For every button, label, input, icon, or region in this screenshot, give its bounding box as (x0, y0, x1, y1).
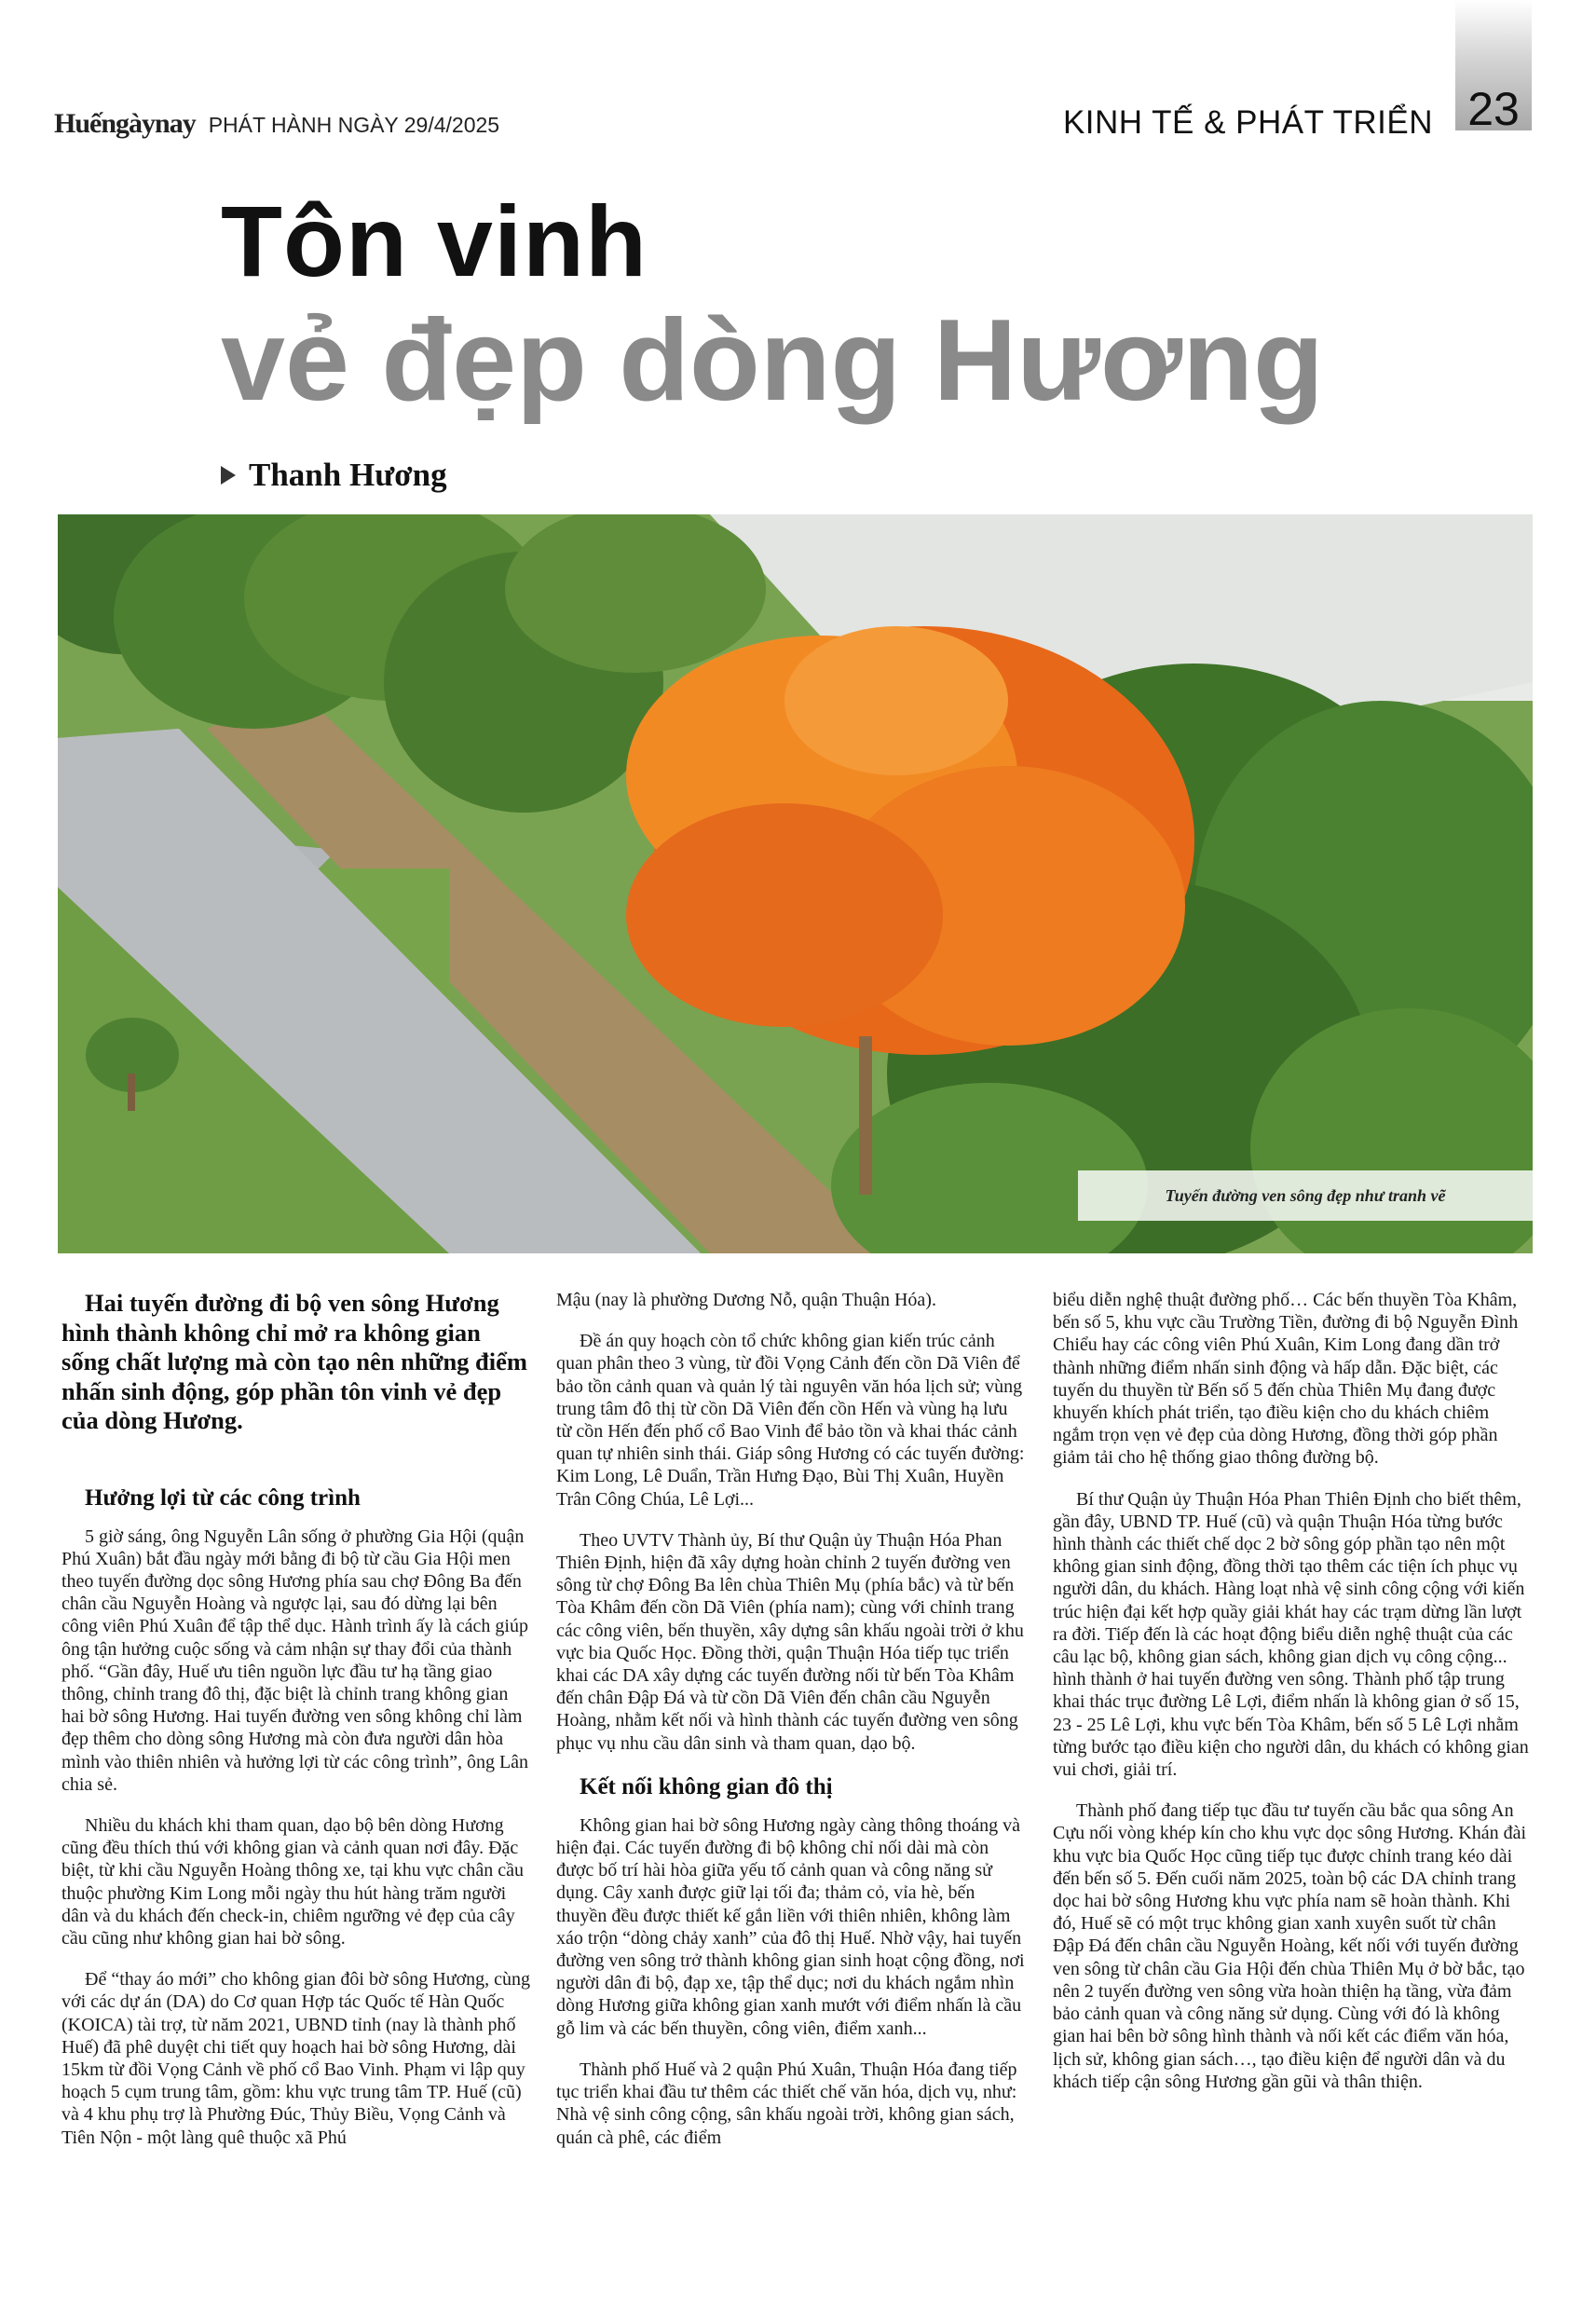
masthead (54, 108, 499, 140)
riverside-photo (58, 514, 1533, 1253)
issue-date: PHÁT HÀNH NGÀY 29/4/2025 (208, 113, 500, 137)
paragraph: Đề án quy hoạch còn tổ chức không gian kiến trúc cảnh quan phân theo 3 vùng, từ đồi Vọng Cảnh đến cồn Dã Viên để bảo tồn cảnh quan và quản lý tài nguyên văn hóa lịch sử; vùng trung tâm đô thị từ cồn Dã Viên đến cồn Hến và vùng hạ lưu từ cồn Hến đến phố cổ Bao Vinh để bảo tồn và khai thác cảnh quan tự nhiên sinh thái. Giáp sông Hương có các tuyến đường: Kim Long, Lê Duẩn, Trần Hưng Đạo, Bùi Thị Xuân, Huyền Trân Công Chúa, Lê Lợi... (556, 1331, 1025, 1510)
column-2 (556, 1289, 1027, 2168)
riverside-photo-illustration (58, 514, 1533, 1253)
author-name: Thanh Hương (249, 457, 447, 493)
paragraph: Để “thay áo mới” cho không gian đôi bờ sông Hương, cùng với các dự án (DA) do Cơ quan Hợp tác Quốc tế Hàn Quốc (KOICA) tài trợ, từ năm 2021, UBND tỉnh (nay là thành phố Huế) đã phê duyệt chi tiết quy hoạch hai bờ sông Hương, dài 15km từ đồi Vọng Cảnh về phố cổ Bao Vinh. Phạm vi lập quy hoạch 5 cụm trung tâm, gồm: khu vực trung tâm TP. Huế (cũ) và 4 khu phụ trợ là Phường Đúc, Thủy Biều, Vọng Cảnh và Tiên Nộn - một làng quê thuộc xã Phú (61, 1969, 531, 2148)
paragraph: Nhiều du khách khi tham quan, dạo bộ bên dòng Hương cũng đều thích thú với không gian và cảnh quan nơi đây. Đặc biệt, từ khi cầu Nguyễn Hoàng thông xe, tại khu vực chân cầu thuộc phường Kim Long mỗi ngày thu hút hàng trăm người dân và du khách đến check-in, chiêm ngưỡng vẻ đẹp của cây cầu cũng như không gian hai bờ sông. (61, 1814, 524, 1949)
page-number: 23 (1467, 83, 1520, 135)
newspaper-logo: Huếngàynay (54, 108, 196, 139)
subheading: Kết nối không gian đô thị (580, 1773, 833, 1799)
photo-caption: Tuyến đường ven sông đẹp như tranh vẽ (1078, 1170, 1533, 1221)
headline-line-2: vẻ đẹp dòng Hương (221, 296, 1324, 425)
paragraph: 5 giờ sáng, ông Nguyễn Lân sống ở phường Gia Hội (quận Phú Xuân) bắt đầu ngày mới bằng đi bộ từ cầu Gia Hội men theo tuyến đường dọc sông Hương phía sau chợ Đông Ba đến chân cầu Nguyễn Hoàng và ngược lại, sau đó dừng lại bên công viên Phú Xuân để tập thể dục. Hành trình ấy là cách giúp ông tận hưởng cuộc sống và cảm nhận sự thay đổi của thành phố. “Gần đây, Huế ưu tiên nguồn lực đầu tư hạ tầng giao thông, chỉnh trang đô thị, đặc biệt là chỉnh trang không gian hai bờ sông Hương. Hai tuyến đường ven sông không chỉ làm đẹp thêm cho dòng sông Hương mà còn đưa người dân hòa mình vào thiên nhiên và hưởng lợi từ các công trình”, ông Lân chia sẻ. (61, 1525, 529, 1795)
section-title: KINH TẾ & PHÁT TRIỂN (1062, 104, 1433, 141)
lead-paragraph: Hai tuyến đường đi bộ ven sông Hương hình thành không chỉ mở ra không gian sống chất lượng mà còn tạo nên những điểm nhấn sinh động, góp phần tôn vinh vẻ đẹp của dòng Hương. (61, 1289, 527, 1434)
column-3 (1053, 1289, 1530, 2112)
paragraph: Thành phố Huế và 2 quận Phú Xuân, Thuận Hóa đang tiếp tục triển khai đầu tư thêm các thiết chế văn hóa, dịch vụ, như: Nhà vệ sinh công cộng, sân khấu ngoài trời, không gian sách, quán cà phê, các điểm (556, 2059, 1017, 2148)
paragraph: Bí thư Quận ủy Thuận Hóa Phan Thiên Định cho biết thêm, gần đây, UBND TP. Huế (cũ) và quận Thuận Hóa từng bước hình thành các thiết chế dọc 2 bờ sông góp phần tạo nên một không gian sinh động, đồng thời tạo thêm các tiện ích phục vụ người dân, du khách. Hàng loạt nhà vệ sinh công cộng với kiến trúc hiện đại kết hợp quầy giải khát hay các trạm dừng lần lượt ra đời. Tiếp đến là các hoạt động biểu diễn nghệ thuật của các câu lạc bộ, không gian sách, không gian dịch vụ công cộng... hình thành ở hai tuyến đường ven sông. Thành phố tập trung khai thác trục đường Lê Lợi, điểm nhấn là không gian ở số 15, 23 - 25 Lê Lợi, khu vực bến Tòa Khâm, bến số 5 Lê Lợi nhằm từng bước tạo điều kiện cho người dân, du khách có không gian vui chơi, giải trí. (1053, 1488, 1529, 1781)
subheading: Hưởng lợi từ các công trình (85, 1484, 361, 1511)
byline (221, 457, 447, 494)
headline-line-1: Tôn vinh (221, 185, 648, 297)
paragraph-continued: Mậu (nay là phường Dương Nỗ, quận Thuận Hóa). (556, 1290, 936, 1310)
column-1 (61, 1289, 532, 2168)
play-triangle-icon (221, 466, 236, 485)
paragraph: Theo UVTV Thành ủy, Bí thư Quận ủy Thuận Hóa Phan Thiên Định, hiện đã xây dựng hoàn chỉnh 2 tuyến đường ven sông từ chợ Đông Ba lên chùa Thiên Mụ (phía bắc) và từ bến Tòa Khâm đến cồn Dã Viên (phía nam); cùng với chỉnh trang các công viên, bến thuyền, xây dựng sân khấu ngoài trời ở khu vực bia Quốc Học. Đồng thời, quận Thuận Hóa tiếp tục triển khai các DA xây dựng các tuyến đường nối từ bến Tòa Khâm đến chân Đập Đá và từ cồn Dã Viên đến chân cầu Nguyễn Hoàng, nhằm kết nối và hình thành các tuyến đường ven sông phục vụ nhu cầu dân sinh và tham quan, dạo bộ. (556, 1529, 1024, 1754)
paragraph: Không gian hai bờ sông Hương ngày càng thông thoáng và hiện đại. Các tuyến đường đi bộ không chỉ nối dài mà còn được bố trí hài hòa giữa yếu tố cảnh quan và công năng sử dụng. Cây xanh được giữ lại tối đa; thảm cỏ, vỉa hè, bến thuyền đều được thiết kế gắn liền với thiên nhiên, không làm xáo trộn “dòng chảy xanh” của đô thị Huế. Nhờ vậy, hai tuyến đường ven sông trở thành không gian sinh hoạt cộng đồng, nơi người dân đi bộ, đạp xe, tập thể dục; nơi du khách ngắm nhìn dòng Hương giữa không gian xanh mướt với điểm nhấn là cầu gỗ lim và các bến thuyền, công viên, điểm xanh... (556, 1814, 1025, 2039)
paragraph: Thành phố đang tiếp tục đầu tư tuyến cầu bắc qua sông An Cựu nối vòng khép kín cho khu vực dọc sông Hương. Khán đài khu vực bia Quốc Học cũng tiếp tục được chỉnh trang kéo dài đến bến số 5. Đến cuối năm 2025, toàn bộ các DA chỉnh trang dọc hai bờ sông Hương khu vực phía nam sẽ hoàn thành. Khi đó, Huế sẽ có một trục không gian xanh xuyên suốt từ chân Đập Đá đến chân cầu Nguyễn Hoàng, kết nối với tuyến đường ven sông từ chân cầu Gia Hội đến chùa Thiên Mụ ở bờ bắc, tạo nên 2 tuyến đường ven sông vừa hoàn thiện hạ tầng, vừa đảm bảo cảnh quan và công năng sử dụng. Cùng với đó là không gian hai bên bờ sông hình thành và nối kết các điểm văn hóa, lịch sử, không gian sách…, tạo điều kiện để người dân và du khách tiếp cận sông Hương gần gũi và thân thiện. (1053, 1800, 1527, 2092)
paragraph-continued: biểu diễn nghệ thuật đường phố… Các bến thuyền Tòa Khâm, bến số 5, khu vực cầu Trường Tiền, đường đi bộ Nguyễn Đình Chiểu hay các công viên Phú Xuân, Kim Long đang dần trở thành những điểm nhấn sinh động và hấp dẫn. Đặc biệt, các tuyến du thuyền từ Bến số 5 đến chùa Thiên Mụ đang được khuyến khích phát triển, tạo điều kiện cho du khách chiêm ngắm trọn vẹn vẻ đẹp của dòng Hương, đồng thời góp phần giảm tải cho hệ thống giao thông đường bộ. (1053, 1290, 1519, 1469)
